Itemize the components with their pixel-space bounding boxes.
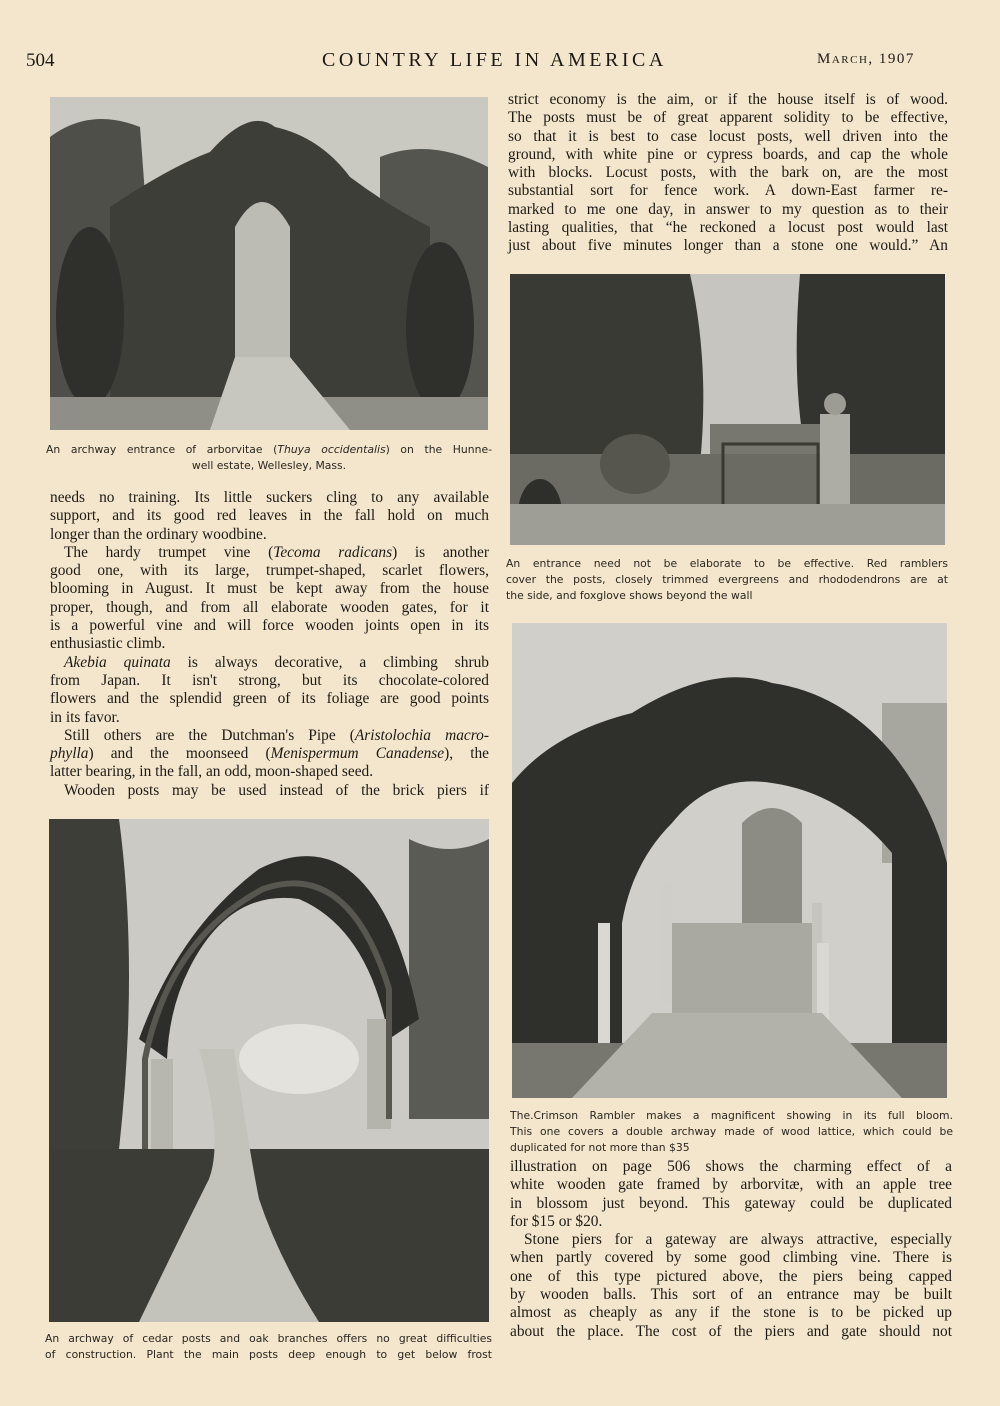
crimson-rambler-caption: The.Crimson Rambler makes a magnificent showing in its full bloom. This one covers a double archway made of wood lattice, which could be duplicated for not more than $35 bbox=[510, 1109, 953, 1154]
page-number: 504 bbox=[26, 50, 55, 71]
arborvitae-caption: An archway entrance of arborvitae (Thuya occidentalis) on the Hunne- well estate, Wellesley, Mass. bbox=[46, 443, 492, 472]
article-right-top: strict economy is the aim, or if the house itself is of wood. The posts must be of great apparent solidity to be effective, so that it is best to case locust posts, well driven into the ground, with white pine or cypress boards, and cap the whole with blocks. Locust posts, with the bark on, are the most substantial sort for fence work. A down-East farmer re- marked to me one day, in answer to my question as to their lasting qualities, that “he reckoned a locust post would last just about five minutes longer than a stone one would.” An bbox=[508, 91, 948, 255]
issue-date: March, 1907 bbox=[817, 51, 915, 67]
garden-gate-photo bbox=[510, 274, 945, 545]
cedar-archway-photo bbox=[49, 819, 489, 1322]
garden-gate-caption: An entrance need not be elaborate to be effective. Red ramblers cover the posts, closely trimmed evergreens and rhododendrons are at the side, and foxglove shows beyond the wall bbox=[506, 557, 948, 602]
magazine-title: COUNTRY LIFE IN AMERICA bbox=[322, 49, 667, 71]
article-left-middle: needs no training. Its little suckers cling to any available support, and its good red leaves in the fall hold on much longer than the ordinary woodbine. The hardy trumpet vine (Tecoma radicans) is another good one, with its large, trumpet-shaped, scarlet flowers, blooming in August. It must be kept away from the house proper, though, and from all elaborate wooden gates, for it is a powerful vine and will force wooden joints open in its enthusiastic climb. Akebia quinata is always decorative, a climbing shrub from Japan. It isn't strong, but its chocolate-colored flowers and the splendid green of its foliage are good points in its favor. Still others are the Dutchman's Pipe (Aristolochia macro- phylla) and the moonseed (Menispermum Canadense), the latter bearing, in the fall, an odd, moon-shaped seed. Wooden posts may be used instead of the brick piers if bbox=[50, 489, 490, 799]
arborvitae-archway-photo bbox=[50, 97, 488, 430]
crimson-rambler-arch-photo bbox=[512, 623, 947, 1098]
cedar-archway-caption: An archway of cedar posts and oak branches offers no great difficulties of construction. Plant the main posts deep enough to get below frost bbox=[45, 1332, 492, 1361]
article-right-bottom: illustration on page 506 shows the charming effect of a white wooden gate framed by arborvitæ, with an apple tree in blossom just beyond. This gateway could be duplicated for $15 or $20. Stone piers for a gateway are always attractive, especially when partly covered by some good climbing vine. There is one of this type pictured above, the piers being capped by wooden balls. This sort of an entrance may be built almost as cheaply as any if the stone is to be picked up about the place. The cost of the piers and gate should not bbox=[510, 1158, 952, 1340]
